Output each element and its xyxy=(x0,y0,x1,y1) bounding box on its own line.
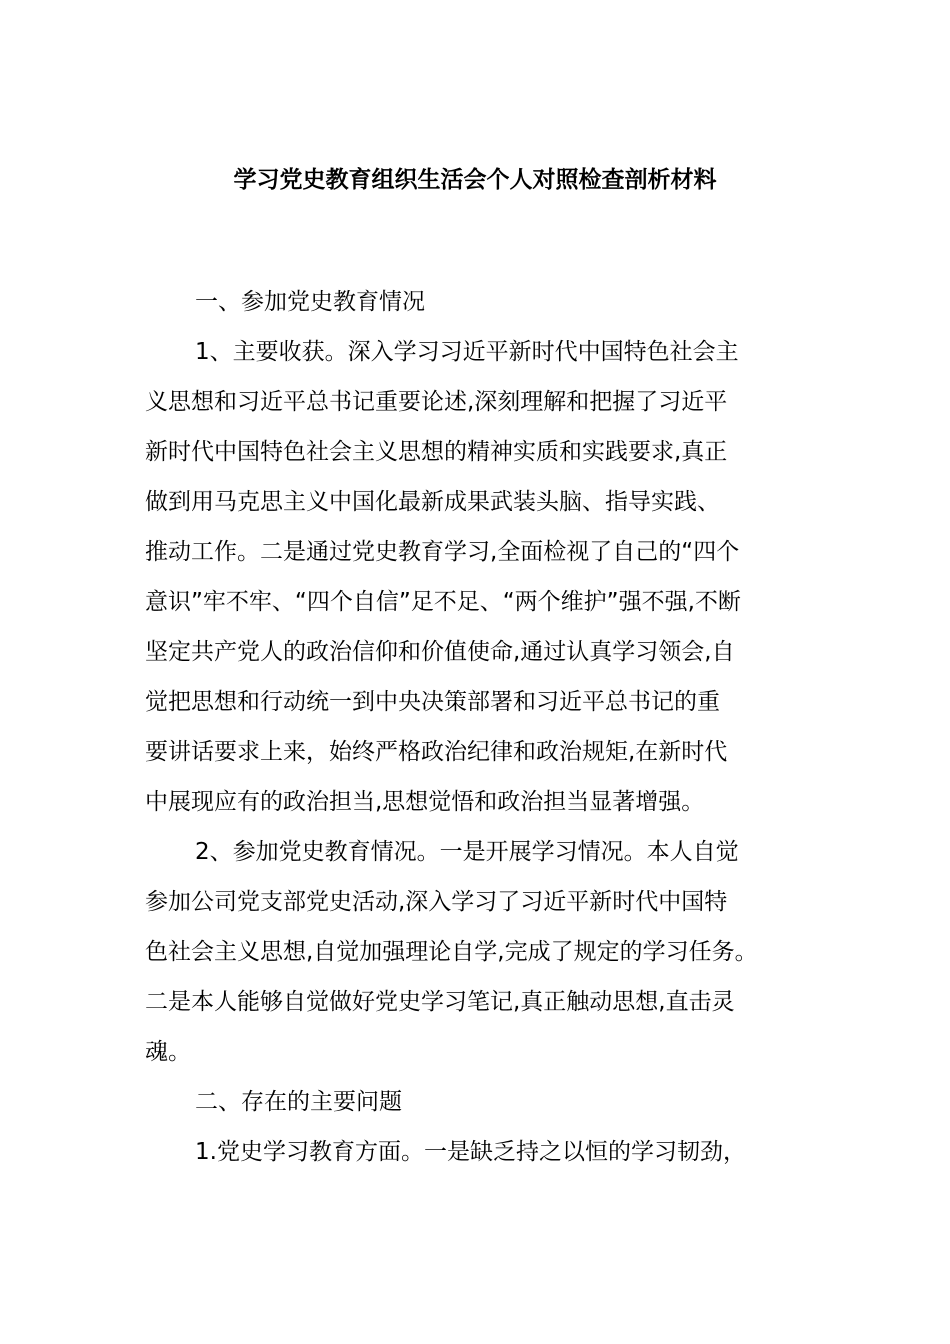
paragraph-line: 义思想和习近平总书记重要论述,深刻理解和把握了习近平 xyxy=(145,389,728,415)
paragraph-line: 二是本人能够自觉做好党史学习笔记,真正触动思想,直击灵 xyxy=(145,989,735,1015)
section-heading-2: 二、存在的主要问题 xyxy=(195,1089,402,1115)
document-title: 学习党史教育组织生活会个人对照检查剖析材料 xyxy=(233,167,717,193)
paragraph-line: 色社会主义思想,自觉加强理论自学,完成了规定的学习任务。 xyxy=(145,939,758,965)
paragraph-line: 新时代中国特色社会主义思想的精神实质和实践要求,真正 xyxy=(145,439,728,465)
paragraph-line: 2、参加党史教育情况。一是开展学习情况。本人自觉 xyxy=(195,839,739,865)
paragraph-line: 做到用马克思主义中国化最新成果武装头脑、指导实践、 xyxy=(145,489,720,515)
paragraph-line: 意识”牢不牢、“四个自信”足不足、“两个维护”强不强,不断 xyxy=(145,589,741,615)
paragraph-line: 参加公司党支部党史活动,深入学习了习近平新时代中国特 xyxy=(145,889,728,915)
paragraph-line: 魂。 xyxy=(145,1039,191,1065)
section-heading-1: 一、参加党史教育情况 xyxy=(195,289,425,315)
paragraph-line: 要讲话要求上来，始终严格政治纪律和政治规矩,在新时代 xyxy=(145,739,728,765)
paragraph-line: 中展现应有的政治担当,思想觉悟和政治担当显著增强。 xyxy=(145,789,705,815)
paragraph-line: 觉把思想和行动统一到中央决策部署和习近平总书记的重 xyxy=(145,689,720,715)
paragraph-line: 坚定共产党人的政治信仰和价值使命,通过认真学习领会,自 xyxy=(145,639,735,665)
paragraph-line: 推动工作。二是通过党史教育学习,全面检视了自己的“四个 xyxy=(145,539,740,565)
paragraph-line: 1、主要收获。深入学习习近平新时代中国特色社会主 xyxy=(195,339,739,365)
paragraph-line: 1.党史学习教育方面。一是缺乏持之以恒的学习韧劲， xyxy=(195,1139,746,1165)
